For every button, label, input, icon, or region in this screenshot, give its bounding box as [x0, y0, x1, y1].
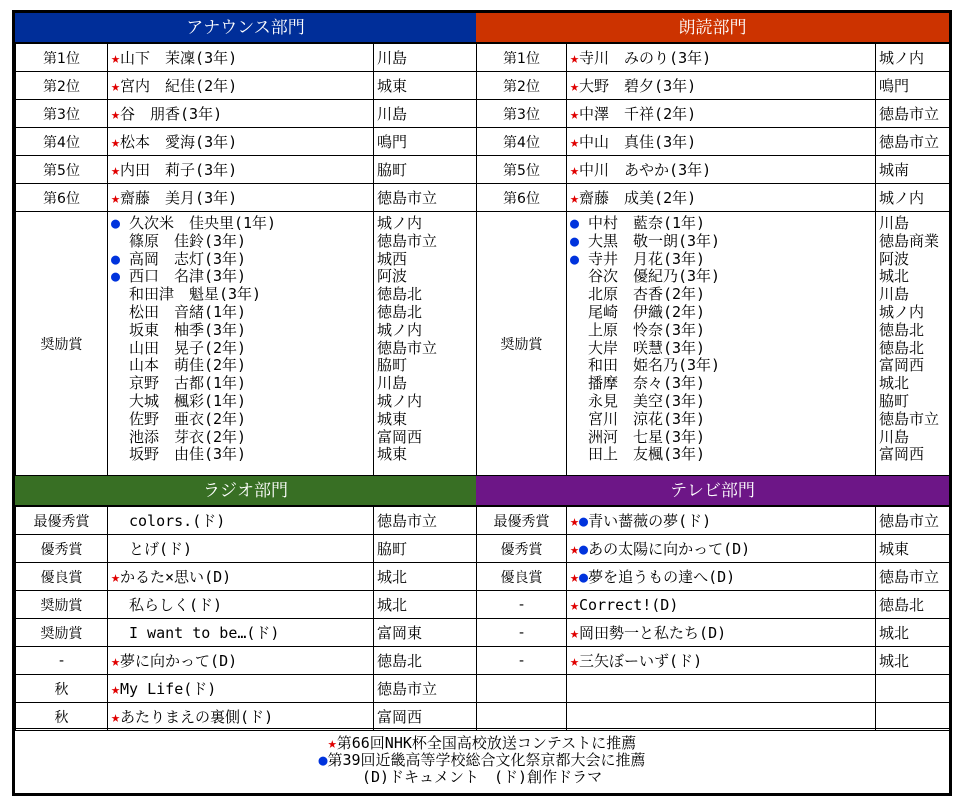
- work-title: colors.(ド): [129, 512, 226, 530]
- work-row: [477, 563, 950, 591]
- encourage-school: 脇町: [879, 391, 910, 410]
- encourage-school: 徳島北: [879, 338, 925, 357]
- results-sheet: [12, 10, 952, 796]
- dot-icon: ●: [579, 568, 589, 586]
- right-column: [476, 13, 949, 731]
- work-title-cell: [108, 647, 374, 675]
- encourage-school: 城東: [377, 445, 408, 464]
- work-row: [16, 563, 477, 591]
- award-label: -: [477, 591, 567, 619]
- rank-label: 第5位: [477, 156, 567, 184]
- work-row: [477, 507, 950, 535]
- encourage-school: 徳島北: [377, 302, 423, 321]
- rank-row: [16, 184, 477, 212]
- work-title-cell: [108, 591, 374, 619]
- school-name: 城東: [374, 72, 477, 100]
- school-name: 城北: [374, 591, 477, 619]
- star-icon: ★: [570, 595, 580, 614]
- dot-icon: ●: [570, 214, 580, 232]
- encourage-name: 大黒 敬一朗(3年): [588, 231, 721, 250]
- encourage-school: 城北: [879, 267, 910, 286]
- school-name: 城南: [876, 156, 950, 184]
- school-name: 徳島北: [374, 647, 477, 675]
- star-icon: ★: [327, 734, 337, 752]
- announce-header: アナウンス部門: [15, 13, 476, 43]
- school-name: 城北: [374, 563, 477, 591]
- dot-icon: ●: [111, 249, 121, 268]
- work-row: [477, 591, 950, 619]
- school-name: 川島: [374, 44, 477, 72]
- encourage-schools-cell: [374, 212, 477, 476]
- encourage-school: 徳島北: [377, 285, 423, 304]
- encourage-name: 大岸 咲慧(3年): [588, 338, 706, 357]
- encourage-row: [477, 212, 950, 476]
- award-label: 優良賞: [477, 563, 567, 591]
- star-icon: ★: [570, 161, 580, 179]
- encourage-name-line: [570, 375, 872, 393]
- legend-star-line: [15, 735, 949, 752]
- dot-icon: ●: [579, 540, 589, 558]
- encourage-name: 松田 音緒(1年): [129, 302, 247, 321]
- encourage-school: 富岡西: [377, 427, 423, 446]
- rank-label: 第3位: [16, 100, 108, 128]
- encourage-name: 和田津 魁星(3年): [129, 285, 262, 304]
- school-name: 徳島市立: [876, 507, 950, 535]
- encourage-name-line: [570, 393, 872, 411]
- rank-row: [16, 44, 477, 72]
- work-title-cell: [567, 619, 876, 647]
- announce-table: [15, 43, 477, 476]
- school-name: 鳴門: [374, 128, 477, 156]
- work-title: Correct!(D): [579, 595, 679, 614]
- encourage-name-line: [111, 429, 370, 447]
- encourage-name: 山田 晃子(2年): [129, 338, 247, 357]
- work-title: My Life(ド): [120, 680, 217, 698]
- winner-name-cell: [567, 44, 876, 72]
- school-name: 徳島市立: [374, 184, 477, 212]
- star-icon: ★: [570, 77, 580, 95]
- encourage-name-line: [570, 233, 872, 251]
- encourage-name-line: [111, 286, 370, 304]
- award-label: -: [477, 619, 567, 647]
- encourage-name: 和田 姫名乃(3年): [588, 356, 721, 375]
- encourage-school: 川島: [879, 214, 910, 232]
- star-icon: ★: [570, 624, 580, 642]
- encourage-school: 川島: [879, 427, 910, 446]
- school-name: 徳島市立: [876, 128, 950, 156]
- winner-name: 大野 碧夕(3年): [579, 77, 697, 95]
- encourage-school: 川島: [879, 285, 910, 304]
- award-label: 奨励賞: [16, 591, 108, 619]
- rank-row: [477, 72, 950, 100]
- award-label: 秋: [16, 675, 108, 703]
- encourage-school: 富岡西: [879, 445, 925, 464]
- winner-name: 中山 真佳(3年): [579, 133, 697, 151]
- encourage-school: 川島: [377, 374, 408, 393]
- school-name: 城北: [876, 619, 950, 647]
- rank-row: [477, 44, 950, 72]
- winner-name: 中川 あやか(3年): [579, 161, 712, 179]
- winner-name-cell: [567, 184, 876, 212]
- award-label: 秋: [16, 703, 108, 731]
- work-row: [16, 535, 477, 563]
- award-label: -: [16, 647, 108, 675]
- work-title: 夢に向かって(D): [120, 652, 238, 670]
- work-title: I want to be…(ド): [129, 624, 280, 642]
- encourage-name: 北原 杏香(2年): [588, 285, 706, 304]
- rank-row: [16, 100, 477, 128]
- star-icon: ★: [111, 189, 121, 207]
- rank-row: [477, 100, 950, 128]
- encourage-name: 大城 楓彩(1年): [129, 391, 247, 410]
- encourage-school: 脇町: [377, 356, 408, 375]
- star-icon: ★: [111, 133, 121, 151]
- encourage-name: 洲河 七星(3年): [588, 427, 706, 446]
- encourage-school: 徳島市立: [879, 409, 940, 428]
- winner-name: 松本 愛海(3年): [120, 133, 238, 151]
- work-title: 岡田勢一と私たち(D): [579, 624, 727, 642]
- work-row: [16, 507, 477, 535]
- encourage-name-line: [111, 322, 370, 340]
- rank-row: [477, 184, 950, 212]
- star-icon: ★: [570, 512, 580, 530]
- work-title-cell: [567, 507, 876, 535]
- tv-table: [476, 506, 950, 731]
- encourage-name: 田上 友楓(3年): [588, 445, 706, 464]
- work-title-cell: [108, 619, 374, 647]
- encourage-name: 谷次 優紀乃(3年): [588, 267, 721, 286]
- work-title: かるた×思い(D): [120, 568, 232, 586]
- encourage-name-line: [111, 215, 370, 233]
- school-name: 鳴門: [876, 72, 950, 100]
- encourage-name-line: [111, 233, 370, 251]
- encourage-school: 阿波: [377, 267, 408, 286]
- star-icon: ★: [111, 105, 121, 123]
- winner-name-cell: [108, 44, 374, 72]
- winner-name: 齋藤 美月(3年): [120, 189, 238, 207]
- rank-row: [477, 128, 950, 156]
- school-name: 城ノ内: [876, 44, 950, 72]
- encourage-name: 高岡 志灯(3年): [129, 249, 247, 268]
- encourage-name-line: [570, 251, 872, 269]
- school-name: 徳島北: [876, 591, 950, 619]
- work-title-cell: [108, 535, 374, 563]
- school-name: 城北: [876, 647, 950, 675]
- work-title: 三矢ぼーいず(ド): [579, 652, 703, 670]
- legend-footer: [15, 728, 949, 793]
- rank-label: 第6位: [16, 184, 108, 212]
- encourage-name-line: [111, 393, 370, 411]
- work-row: [16, 675, 477, 703]
- rank-row: [16, 128, 477, 156]
- work-title: 夢を追うもの達へ(D): [588, 568, 736, 586]
- work-title-cell: [567, 675, 876, 703]
- rank-label: 第2位: [16, 72, 108, 100]
- encourage-name-line: [111, 340, 370, 358]
- encourage-name-line: [570, 268, 872, 286]
- winner-name-cell: [108, 128, 374, 156]
- tv-header: テレビ部門: [476, 476, 949, 506]
- encourage-name-line: [570, 429, 872, 447]
- star-icon: ★: [111, 680, 121, 698]
- legend-abbrev-line: (D)ドキュメント (ド)創作ドラマ: [361, 768, 603, 786]
- work-title-cell: [567, 535, 876, 563]
- encourage-name: 篠原 佳鈴(3年): [129, 231, 247, 250]
- left-column: [15, 13, 476, 731]
- winner-name-cell: [108, 72, 374, 100]
- work-title: 私らしく(ド): [129, 596, 223, 614]
- encourage-name-line: [570, 304, 872, 322]
- encourage-name: 尾崎 伊織(2年): [588, 302, 706, 321]
- rank-row: [16, 156, 477, 184]
- winner-name: 内田 莉子(3年): [120, 161, 238, 179]
- school-name: 脇町: [374, 535, 477, 563]
- award-label: -: [477, 647, 567, 675]
- encourage-schools-cell: [876, 212, 950, 476]
- legend-dot-line: [15, 752, 949, 769]
- encourage-name-line: [111, 251, 370, 269]
- work-title-cell: [567, 703, 876, 731]
- school-name: 富岡東: [374, 619, 477, 647]
- encourage-name-line: [570, 286, 872, 304]
- encourage-school: 城ノ内: [377, 320, 423, 339]
- encourage-name: 上原 怜奈(3年): [588, 320, 706, 339]
- encourage-name-line: [570, 446, 872, 464]
- school-name: 徳島市立: [374, 675, 477, 703]
- star-icon: ★: [570, 189, 580, 207]
- encourage-name: 山本 萌佳(2年): [129, 356, 247, 375]
- winner-name-cell: [567, 156, 876, 184]
- star-icon: ★: [111, 77, 121, 95]
- work-row: [477, 535, 950, 563]
- encourage-school: 城北: [879, 374, 910, 393]
- dot-icon: ●: [570, 249, 580, 268]
- encourage-name-line: [111, 446, 370, 464]
- encourage-school: 城ノ内: [377, 214, 423, 232]
- rank-row: [477, 156, 950, 184]
- encourage-names-cell: [108, 212, 374, 476]
- reading-table: [476, 43, 950, 476]
- work-row: [477, 675, 950, 703]
- work-title-cell: [567, 647, 876, 675]
- encourage-name: 坂東 柚季(3年): [129, 320, 247, 339]
- award-label: 最優秀賞: [16, 507, 108, 535]
- encourage-school: 徳島市立: [377, 338, 438, 357]
- school-name: 脇町: [374, 156, 477, 184]
- encourage-school: 徳島市立: [377, 231, 438, 250]
- legend-star-text: 第66回NHK杯全国高校放送コンテストに推薦: [336, 734, 637, 752]
- encourage-name: 西口 名津(3年): [129, 267, 247, 286]
- encourage-name-line: [570, 340, 872, 358]
- award-label: 最優秀賞: [477, 507, 567, 535]
- winner-name: 宮内 紀佳(2年): [120, 77, 238, 95]
- star-icon: ★: [111, 49, 121, 67]
- winner-name: 山下 茉凜(3年): [120, 49, 238, 67]
- reading-header: 朗読部門: [476, 13, 949, 43]
- winner-name: 谷 朋香(3年): [120, 105, 223, 123]
- work-title: とげ(ド): [129, 540, 193, 558]
- star-icon: ★: [570, 133, 580, 151]
- radio-header: ラジオ部門: [15, 476, 476, 506]
- encourage-name: 中村 藍奈(1年): [588, 214, 706, 232]
- school-name: [876, 675, 950, 703]
- winner-name-cell: [108, 156, 374, 184]
- work-title-cell: [567, 563, 876, 591]
- work-row: [16, 619, 477, 647]
- award-label: 優良賞: [16, 563, 108, 591]
- encourage-name-line: [111, 357, 370, 375]
- encourage-name: 池添 芽衣(2年): [129, 427, 247, 446]
- encourage-name: 久次米 佳央里(1年): [129, 214, 277, 232]
- winner-name-cell: [567, 72, 876, 100]
- dot-icon: ●: [111, 214, 121, 232]
- star-icon: ★: [570, 652, 580, 670]
- encourage-school: 徳島商業: [879, 231, 940, 250]
- encourage-name-line: [570, 215, 872, 233]
- dot-icon: ●: [111, 267, 121, 286]
- star-icon: ★: [570, 49, 580, 67]
- work-row: [477, 703, 950, 731]
- encourage-label: 奨励賞: [16, 212, 108, 476]
- work-row: [477, 647, 950, 675]
- winner-name: 寺川 みのり(3年): [579, 49, 712, 67]
- school-name: 徳島市立: [876, 563, 950, 591]
- encourage-name-line: [570, 411, 872, 429]
- encourage-name: 坂野 由佳(3年): [129, 445, 247, 464]
- award-label: 優秀賞: [16, 535, 108, 563]
- star-icon: ★: [111, 568, 121, 586]
- encourage-name: 寺井 月花(3年): [588, 249, 706, 268]
- winner-name-cell: [108, 100, 374, 128]
- work-title-cell: [108, 507, 374, 535]
- work-title-cell: [108, 703, 374, 731]
- star-icon: ★: [111, 708, 121, 726]
- star-icon: ★: [570, 540, 580, 558]
- winner-name-cell: [567, 100, 876, 128]
- rank-label: 第6位: [477, 184, 567, 212]
- encourage-row: [16, 212, 477, 476]
- winner-name-cell: [108, 184, 374, 212]
- rank-label: 第4位: [16, 128, 108, 156]
- work-title-cell: [108, 675, 374, 703]
- encourage-school: 富岡西: [879, 356, 925, 375]
- work-title: あたりまえの裏側(ド): [120, 708, 274, 726]
- encourage-name-line: [570, 322, 872, 340]
- encourage-name-line: [111, 268, 370, 286]
- school-name: 徳島市立: [876, 100, 950, 128]
- rank-label: 第4位: [477, 128, 567, 156]
- encourage-name-line: [570, 357, 872, 375]
- rank-label: 第1位: [16, 44, 108, 72]
- encourage-school: 城東: [377, 409, 408, 428]
- encourage-name-line: [111, 375, 370, 393]
- encourage-label: 奨励賞: [477, 212, 567, 476]
- encourage-school: 城西: [377, 249, 408, 268]
- work-title-cell: [567, 591, 876, 619]
- star-icon: ★: [111, 161, 121, 179]
- encourage-name: 佐野 亜衣(2年): [129, 409, 247, 428]
- school-name: 城ノ内: [876, 184, 950, 212]
- work-title: 青い薔薇の夢(ド): [588, 512, 712, 530]
- encourage-names-cell: [567, 212, 876, 476]
- dot-icon: ●: [570, 231, 580, 250]
- encourage-name-line: [111, 411, 370, 429]
- encourage-school: 城ノ内: [879, 302, 925, 321]
- rank-label: 第3位: [477, 100, 567, 128]
- work-title-cell: [108, 563, 374, 591]
- star-icon: ★: [111, 652, 121, 670]
- rank-label: 第5位: [16, 156, 108, 184]
- award-label: 奨励賞: [16, 619, 108, 647]
- encourage-name: 永見 美空(3年): [588, 391, 706, 410]
- legend-dot-text: 第39回近畿高等学校総合文化祭京都大会に推薦: [327, 751, 646, 769]
- school-name: [876, 703, 950, 731]
- dot-icon: ●: [318, 751, 328, 769]
- encourage-school: 阿波: [879, 249, 910, 268]
- school-name: 城東: [876, 535, 950, 563]
- encourage-name-line: [111, 304, 370, 322]
- encourage-school: 城ノ内: [377, 391, 423, 410]
- work-title: あの太陽に向かって(D): [588, 540, 751, 558]
- work-row: [16, 647, 477, 675]
- school-name: 川島: [374, 100, 477, 128]
- work-row: [477, 619, 950, 647]
- winner-name: 中澤 千祥(2年): [579, 105, 697, 123]
- rank-label: 第1位: [477, 44, 567, 72]
- star-icon: ★: [570, 568, 580, 586]
- encourage-school: 徳島北: [879, 320, 925, 339]
- radio-table: [15, 506, 477, 731]
- dot-icon: ●: [579, 512, 589, 530]
- award-label: [477, 675, 567, 703]
- award-label: 優秀賞: [477, 535, 567, 563]
- rank-label: 第2位: [477, 72, 567, 100]
- school-name: 富岡西: [374, 703, 477, 731]
- winner-name-cell: [567, 128, 876, 156]
- star-icon: ★: [570, 105, 580, 123]
- work-row: [16, 703, 477, 731]
- rank-row: [16, 72, 477, 100]
- winner-name: 齋藤 成美(2年): [579, 189, 697, 207]
- school-name: 徳島市立: [374, 507, 477, 535]
- encourage-name: 播摩 奈々(3年): [588, 374, 706, 393]
- encourage-name: 京野 古都(1年): [129, 374, 247, 393]
- award-label: [477, 703, 567, 731]
- work-row: [16, 591, 477, 619]
- encourage-name: 宮川 涼花(3年): [588, 409, 706, 428]
